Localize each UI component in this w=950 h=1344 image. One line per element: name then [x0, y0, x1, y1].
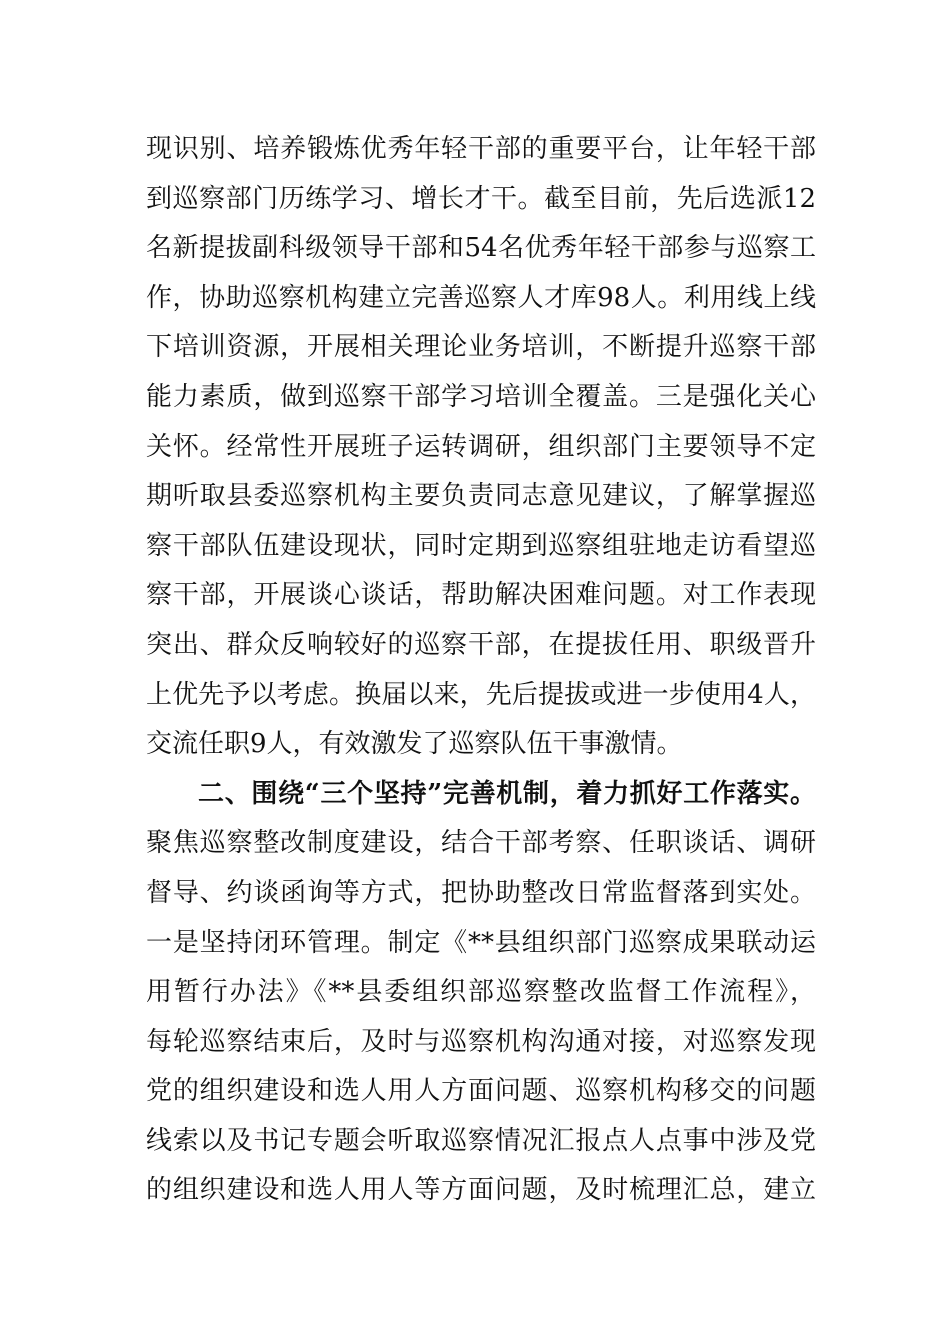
paragraph-line: 用暂行办法》《**县委组织部巡察整改监督工作流程》，: [146, 977, 816, 1008]
paragraph-line: 上优先予以考虑。换届以来，先后提拔或进一步使用4人，: [146, 679, 816, 710]
section-heading: 二、围绕“三个坚持”完善机制，着力抓好工作落实。: [198, 778, 816, 809]
paragraph-line: 察干部队伍建设现状，同时定期到巡察组驻地走访看望巡: [146, 530, 816, 561]
paragraph-line: 作，协助巡察机构建立完善巡察人才库98人。利用线上线: [146, 282, 816, 313]
paragraph-line: 关怀。经常性开展班子运转调研，组织部门主要领导不定: [146, 431, 816, 462]
paragraph-line: 党的组织建设和选人用人方面问题、巡察机构移交的问题: [146, 1076, 816, 1107]
paragraph-line: 名新提拔副科级领导干部和54名优秀年轻干部参与巡察工: [146, 233, 816, 264]
body-text: [146, 125, 816, 1216]
paragraph-line: 的组织建设和选人用人等方面问题，及时梳理汇总，建立: [146, 1175, 816, 1206]
paragraph-line: 能力素质，做到巡察干部学习培训全覆盖。三是强化关心: [146, 381, 816, 412]
paragraph-line: 线索以及书记专题会听取巡察情况汇报点人点事中涉及党: [146, 1125, 816, 1156]
paragraph-line: 突出、群众反响较好的巡察干部，在提拔任用、职级晋升: [146, 629, 816, 660]
paragraph-line: 每轮巡察结束后，及时与巡察机构沟通对接，对巡察发现: [146, 1026, 816, 1057]
paragraph-line: 一是坚持闭环管理。制定《**县组织部门巡察成果联动运: [146, 927, 816, 958]
paragraph-line: 下培训资源，开展相关理论业务培训，不断提升巡察干部: [146, 332, 816, 363]
paragraph-line: 期听取县委巡察机构主要负责同志意见建议，了解掌握巡: [146, 481, 816, 512]
paragraph-line: 交流任职9人，有效激发了巡察队伍干事激情。: [146, 729, 683, 760]
paragraph-line: 到巡察部门历练学习、增长才干。截至目前，先后选派12: [146, 183, 816, 214]
paragraph-line: 察干部，开展谈心谈话，帮助解决困难问题。对工作表现: [146, 580, 816, 611]
paragraph-line: 督导、约谈函询等方式，把协助整改日常监督落到实处。: [146, 877, 816, 908]
paragraph-line: 现识别、培养锻炼优秀年轻干部的重要平台，让年轻干部: [146, 134, 816, 164]
paragraph-line: 聚焦巡察整改制度建设，结合干部考察、任职谈话、调研: [146, 828, 816, 859]
